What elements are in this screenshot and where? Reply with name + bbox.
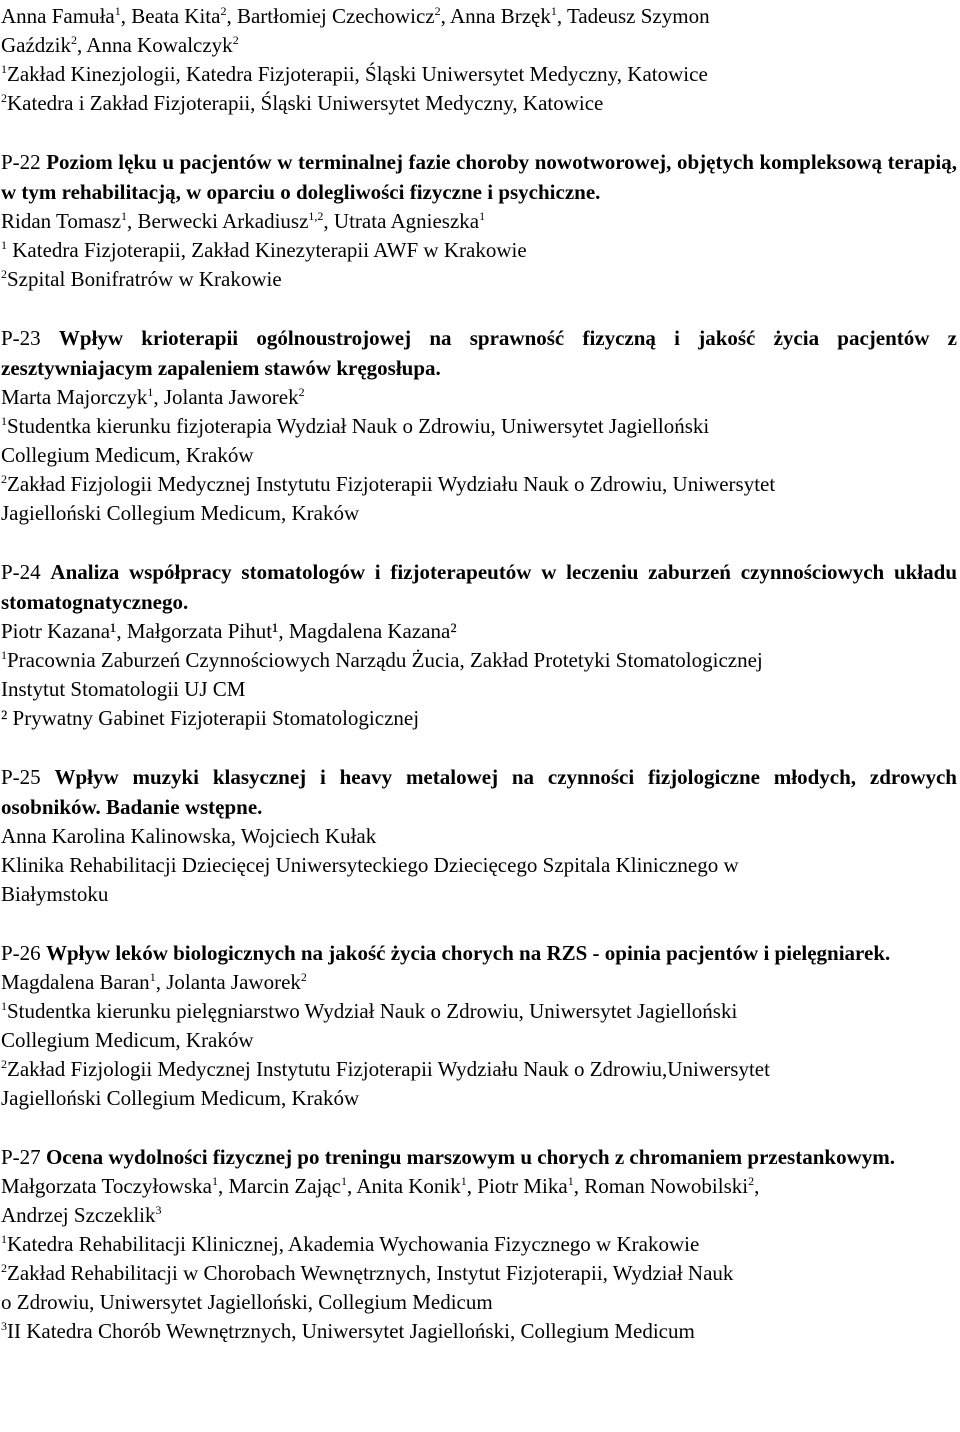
author-line <box>1 207 957 236</box>
text-run: , Tadeusz Szymon <box>556 4 710 28</box>
footnote-marker: 2 <box>220 4 227 18</box>
footnote-marker: 2 <box>298 385 305 399</box>
author-line <box>1 822 957 851</box>
affiliation-line <box>1 646 957 675</box>
header-author-block <box>1 2 957 118</box>
abstract-title <box>1 1142 957 1172</box>
affiliation-line <box>1 265 957 294</box>
text-run: , Roman Nowobilski <box>573 1174 749 1198</box>
abstract-title <box>1 323 957 383</box>
entry-spacer <box>1 294 957 323</box>
text-run: Małgorzata Toczyłowska <box>1 1174 212 1198</box>
footnote-marker: 3 <box>155 1203 162 1217</box>
text-run: Magdalena Baran <box>1 970 150 994</box>
footnote-marker: 1 <box>211 1174 218 1188</box>
footnote-marker: 2 <box>1 91 7 105</box>
footnote-marker: 1 <box>1 1232 7 1246</box>
title-text: Wpływ muzyki klasycznej i heavy metalowej na czynności fizjologiczne młodych, zdrowych osobników. Badanie wstępne. <box>1 765 957 819</box>
text-run: , Utrata Agnieszka <box>323 209 480 233</box>
text-run: Zakład Kinezjologii, Katedra Fizjoterapii, Śląski Uniwersytet Medyczny, Katowice <box>7 62 708 86</box>
footnote-marker: 1 <box>479 209 486 223</box>
footnote-marker: 2 <box>748 1174 755 1188</box>
affiliation-line <box>1 60 957 89</box>
footnote-marker: 3 <box>1 1319 7 1333</box>
affiliation-line <box>1 1026 957 1055</box>
affiliation-line <box>1 441 957 470</box>
text-run: , Jolanta Jaworek <box>155 970 301 994</box>
text-run: , Jolanta Jaworek <box>153 385 299 409</box>
text-run: Gaździk <box>1 33 71 57</box>
text-run: Szpital Bonifratrów w Krakowie <box>7 267 282 291</box>
footnote-marker: 1 <box>341 1174 348 1188</box>
text-run: , Piotr Mika <box>466 1174 568 1198</box>
footnote-marker: 1 <box>550 4 557 18</box>
poster-number: P-25 <box>1 765 55 789</box>
abstract-title <box>1 938 957 968</box>
text-run: , Anna Brzęk <box>440 4 551 28</box>
poster-number: P-24 <box>1 560 51 584</box>
footnote-marker: 1,2 <box>308 209 324 223</box>
text-run: Andrzej Szczeklik <box>1 1203 156 1227</box>
affiliation-line <box>1 499 957 528</box>
text-run: Anna Famuła <box>1 4 115 28</box>
footnote-marker: 2 <box>70 33 77 47</box>
footnote-marker: 2 <box>300 970 307 984</box>
affiliation-line <box>1 1288 957 1317</box>
text-run: o Zdrowiu, Uniwersytet Jagielloński, Collegium Medicum <box>1 1290 493 1314</box>
abstract-entry <box>1 147 957 294</box>
abstract-entry <box>1 938 957 1113</box>
title-text: Ocena wydolności fizycznej po treningu marszowym u chorych z chromaniem przestankowym. <box>45 1145 895 1169</box>
text-run: , Anna Kowalczyk <box>76 33 233 57</box>
affiliation-line <box>1 1055 957 1084</box>
affiliation-line <box>1 880 957 909</box>
footnote-marker: 2 <box>232 33 239 47</box>
affiliation-line <box>1 704 957 733</box>
text-run: Collegium Medicum, Kraków <box>1 443 254 467</box>
text-run: II Katedra Chorób Wewnętrznych, Uniwersytet Jagielloński, Collegium Medicum <box>7 1319 695 1343</box>
text-run: Zakład Fizjologii Medycznej Instytutu Fizjoterapii Wydziału Nauk o Zdrowiu, Uniwersytet <box>7 472 776 496</box>
text-run: Collegium Medicum, Kraków <box>1 1028 254 1052</box>
author-line <box>1 31 957 60</box>
entry-spacer <box>1 118 957 147</box>
footnote-marker: 1 <box>121 209 128 223</box>
text-run: ² Prywatny Gabinet Fizjoterapii Stomatologicznej <box>1 706 420 730</box>
affiliation-line <box>1 1230 957 1259</box>
footnote-marker: 2 <box>1 267 7 281</box>
poster-number: P-27 <box>1 1145 46 1169</box>
title-text: Wpływ leków biologicznych na jakość życia chorych na RZS - opinia pacjentów i pielęgniarek. <box>45 941 891 965</box>
text-run: Studentka kierunku pielęgniarstwo Wydział Nauk o Zdrowiu, Uniwersytet Jagielloński <box>7 999 738 1023</box>
footnote-marker: 1 <box>1 999 7 1013</box>
text-run: Studentka kierunku fizjoterapia Wydział Nauk o Zdrowiu, Uniwersytet Jagielloński <box>7 414 710 438</box>
text-run: Katedra i Zakład Fizjoterapii, Śląski Uniwersytet Medyczny, Katowice <box>7 91 604 115</box>
text-run: Instytut Stomatologii UJ CM <box>1 677 246 701</box>
footnote-marker: 2 <box>1 1057 7 1071</box>
title-text: Analiza współpracy stomatologów i fizjoterapeutów w leczeniu zaburzeń czynnościowych układu stomatognatycznego. <box>1 560 957 614</box>
text-run: Ridan Tomasz <box>1 209 122 233</box>
text-run: Katedra Fizjoterapii, Zakład Kinezyterapii AWF w Krakowie <box>7 238 527 262</box>
text-run: Jagielloński Collegium Medicum, Kraków <box>1 1086 360 1110</box>
entry-spacer <box>1 733 957 762</box>
footnote-marker: 1 <box>1 62 7 76</box>
affiliation-line <box>1 470 957 499</box>
footnote-marker: 2 <box>1 472 7 486</box>
text-run: Jagielloński Collegium Medicum, Kraków <box>1 501 360 525</box>
affiliation-line <box>1 89 957 118</box>
text-run: , Berwecki Arkadiusz <box>127 209 309 233</box>
text-run: , Marcin Zając <box>217 1174 342 1198</box>
footnote-marker: 2 <box>1 1261 7 1275</box>
footnote-marker: 1 <box>114 4 121 18</box>
text-run: Klinika Rehabilitacji Dziecięcej Uniwersyteckiego Dziecięcego Szpitala Klinicznego w <box>1 853 739 877</box>
text-run: Zakład Fizjologii Medycznej Instytutu Fizjoterapii Wydziału Nauk o Zdrowiu,Uniwersytet <box>7 1057 770 1081</box>
affiliation-line <box>1 412 957 441</box>
abstract-entry <box>1 323 957 528</box>
author-line <box>1 383 957 412</box>
text-run: , Bartłomiej Czechowicz <box>226 4 435 28</box>
title-text: Wpływ krioterapii ogólnoustrojowej na sprawność fizyczną i jakość życia pacjentów z zesztywniajacym zapaleniem stawów kręgosłupa. <box>1 326 957 380</box>
text-run: Marta Majorczyk <box>1 385 148 409</box>
text-run: , Anita Konik <box>347 1174 461 1198</box>
affiliation-line <box>1 1084 957 1113</box>
abstract-entry <box>1 1142 957 1346</box>
entry-spacer <box>1 1113 957 1142</box>
text-run: Piotr Kazana¹, Małgorzata Pihut¹, Magdalena Kazana² <box>1 619 457 643</box>
poster-number: P-22 <box>1 150 47 174</box>
author-line <box>1 1172 957 1201</box>
text-run: Katedra Rehabilitacji Klinicznej, Akademia Wychowania Fizycznego w Krakowie <box>7 1232 700 1256</box>
author-line <box>1 968 957 997</box>
author-line <box>1 617 957 646</box>
affiliation-line <box>1 236 957 265</box>
affiliation-line <box>1 1259 957 1288</box>
footnote-marker: 1 <box>1 414 7 428</box>
text-run: Anna Karolina Kalinowska, Wojciech Kułak <box>1 824 377 848</box>
abstract-entry <box>1 762 957 909</box>
footnote-marker: 1 <box>1 238 7 252</box>
abstract-title <box>1 147 957 207</box>
affiliation-line <box>1 997 957 1026</box>
affiliation-line <box>1 1317 957 1346</box>
abstract-title <box>1 557 957 617</box>
footnote-marker: 2 <box>434 4 441 18</box>
text-run: Pracownia Zaburzeń Czynnościowych Narządu Żucia, Zakład Protetyki Stomatologicznej <box>7 648 763 672</box>
entry-spacer <box>1 909 957 938</box>
text-run: Białymstoku <box>1 882 109 906</box>
footnote-marker: 1 <box>460 1174 467 1188</box>
poster-number: P-26 <box>1 941 46 965</box>
abstract-title <box>1 762 957 822</box>
title-text: Poziom lęku u pacjentów w terminalnej fazie choroby nowotworowej, objętych kompleksową terapią, w tym rehabilitacją, w oparciu o dolegliwości fizyczne i psychiczne. <box>1 150 957 204</box>
footnote-marker: 1 <box>1 648 7 662</box>
footnote-marker: 1 <box>567 1174 574 1188</box>
abstract-entry <box>1 557 957 733</box>
text-run: , <box>754 1174 760 1198</box>
entry-spacer <box>1 528 957 557</box>
poster-number: P-23 <box>1 326 59 350</box>
affiliation-line <box>1 675 957 704</box>
text-run: , Beata Kita <box>120 4 221 28</box>
footnote-marker: 1 <box>147 385 154 399</box>
abstract-list <box>1 118 957 1346</box>
text-run: Zakład Rehabilitacji w Chorobach Wewnętrznych, Instytut Fizjoterapii, Wydział Nauk <box>7 1261 734 1285</box>
affiliation-line <box>1 851 957 880</box>
author-line <box>1 2 957 31</box>
author-line <box>1 1201 957 1230</box>
footnote-marker: 1 <box>149 970 156 984</box>
